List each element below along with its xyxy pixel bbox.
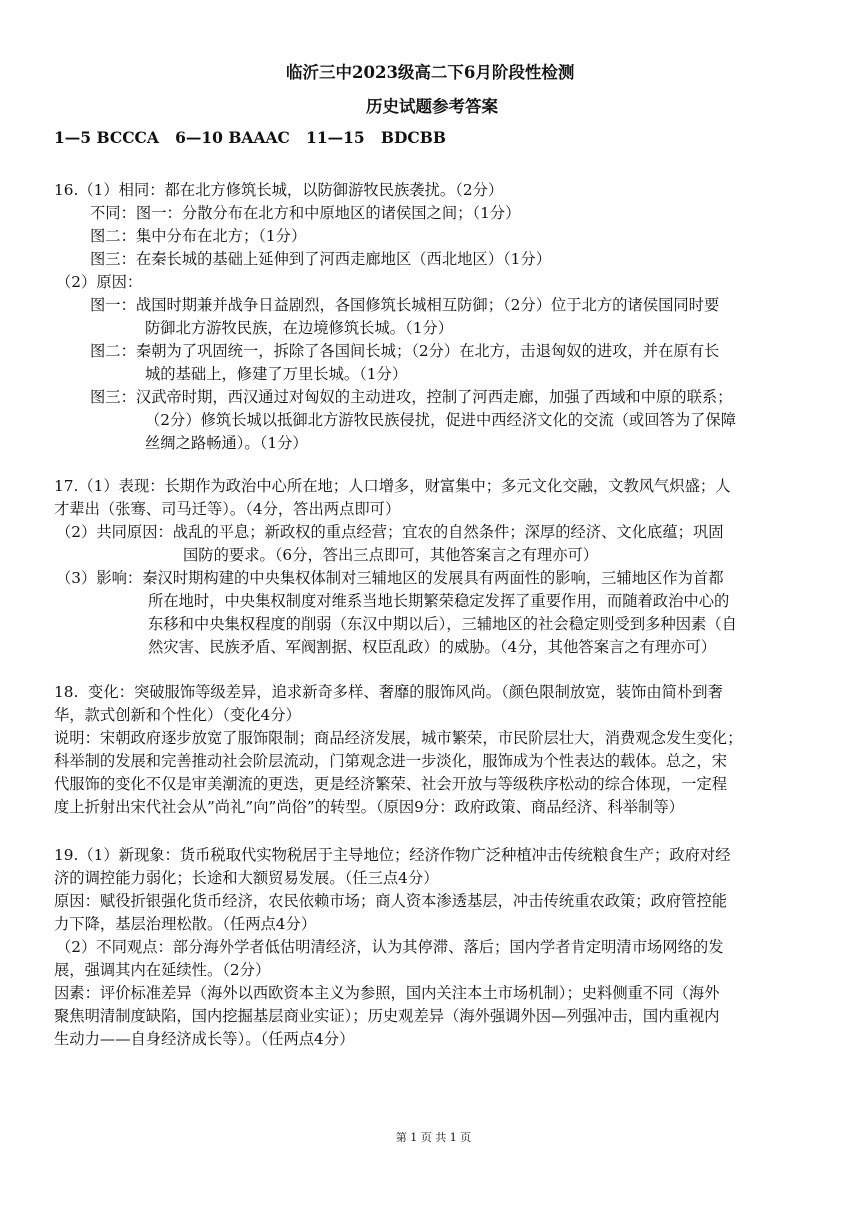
q16-line: 防御北方游牧民族，在边境修筑长城。（1分） bbox=[145, 319, 454, 337]
q19-line: 聚焦明清制度缺陷，国内挖掘基层商业实证）；历史观差异（海外强调外因—列强冲击，国内重视内 bbox=[54, 1007, 720, 1025]
q18-line: 度上折射出宋代社会从”尚礼”向”尚俗”的转型。（原因9分：政府政策、商品经济、科举制等） bbox=[54, 798, 684, 816]
q19-line: 原因：赋役折银强化货币经济，农民依赖市场；商人资本渗透基层，冲击传统重农政策；政府管控能 bbox=[54, 892, 728, 910]
q16-line: 不同：图一：分散分布在北方和中原地区的诸侯国之间；（1分） bbox=[90, 204, 521, 222]
q16-line: （2）原因： bbox=[56, 273, 143, 291]
q17-line: 东移和中央集权程度的削弱（东汉中期以后），三辅地区的社会稳定则受到多种因素（自 bbox=[148, 615, 737, 633]
q19-line: 力下降，基层治理松散。（任两点4分） bbox=[54, 915, 317, 933]
q19-line: 展，强调其内在延续性。（2分） bbox=[54, 961, 271, 979]
q16-line: 图二：秦朝为了巩固统一，拆除了各国间长城；（2分）在北方，击退匈奴的进攻，并在原有长 bbox=[90, 342, 720, 360]
page-title: 临沂三中2023级高二下6月阶段性检测 bbox=[286, 63, 575, 82]
q19-line: 因素：评价标准差异（海外以西欧资本主义为参照，国内关注本土市场机制）；史料侧重不同（海外 bbox=[54, 984, 720, 1002]
q17-line: 17.（1）表现：长期作为政治中心所在地；人口增多，财富集中；多元文化交融，文教风气炽盛；人 bbox=[54, 477, 731, 495]
q16-line: 丝绸之路畅通）。（1分） bbox=[145, 434, 308, 452]
q16-line: 16.（1）相同：都在北方修筑长城，以防御游牧民族袭扰。（2分） bbox=[54, 181, 504, 199]
q17-line: 然灾害、民族矛盾、军阀割据、权臣乱政）的威胁。（4分，其他答案言之有理亦可） bbox=[148, 638, 717, 656]
q16-line: 城的基础上，修建了万里长城。（1分） bbox=[145, 365, 408, 383]
page-subtitle: 历史试题参考答案 bbox=[366, 97, 498, 116]
q17-line: （2）共同原因：战乱的平息；新政权的重点经营；宜农的自然条件；深厚的经济、文化底蕴；巩固 bbox=[56, 523, 724, 541]
q17-line: （3）影响：秦汉时期构建的中央集权体制对三辅地区的发展具有两面性的影响，三辅地区作为首都 bbox=[56, 569, 724, 587]
q18-line: 说明：宋朝政府逐步放宽了服饰限制；商品经济发展，城市繁荣，市民阶层壮大，消费观念发生变化； bbox=[54, 729, 743, 747]
q17-line: 才辈出（张骞、司马迁等）。（4分，答出两点即可） bbox=[54, 500, 401, 518]
q16-line: 图二：集中分布在北方；（1分） bbox=[90, 227, 307, 245]
q18-line: 科举制的发展和完善推动社会阶层流动，门第观念进一步淡化，服饰成为个性表达的载体。总之，宋 bbox=[54, 752, 728, 770]
q16-line: 图三：汉武帝时期，西汉通过对匈奴的主动进攻，控制了河西走廊，加强了西域和中原的联系； bbox=[90, 388, 733, 406]
q19-line: 济的调控能力弱化；长途和大额贸易发展。（任三点4分） bbox=[54, 869, 439, 887]
q18-line: 华，款式创新和个性化）（变化4分） bbox=[54, 706, 301, 724]
page-number-footer: 第 1 页 共 1 页 bbox=[395, 1131, 472, 1144]
choice-answers: 1—5 BCCCA 6—10 BAAAC 11—15 BDCBB bbox=[54, 128, 446, 147]
q19-line: 生动力——自身经济成长等）。（任两点4分） bbox=[54, 1030, 355, 1048]
q19-line: （2）不同观点：部分海外学者低估明清经济，认为其停滞、落后；国内学者肯定明清市场网络的发 bbox=[56, 938, 724, 956]
q17-line: 国防的要求。（6分，答出三点即可，其他答案言之有理亦可） bbox=[183, 546, 599, 564]
q17-line: 所在地时，中央集权制度对维系当地长期繁荣稳定发挥了重要作用，而随着政治中心的 bbox=[148, 592, 730, 610]
q18-line: 18. 变化：突破服饰等级差异，追求新奇多样、奢靡的服饰风尚。（颜色限制放宽，装饰由简朴到奢 bbox=[54, 683, 723, 701]
q19-line: 19.（1）新现象：货币税取代实物税居于主导地位；经济作物广泛种植冲击传统粮食生产；政府对经 bbox=[54, 846, 731, 864]
q16-line: （2分）修筑长城以抵御北方游牧民族侵扰，促进中西经济文化的交流（或回答为了保障 bbox=[145, 411, 737, 429]
q16-line: 图一：战国时期兼并战争日益剧烈，各国修筑长城相互防御；（2分）位于北方的诸侯国同时要 bbox=[90, 296, 720, 314]
q18-line: 代服饰的变化不仅是审美潮流的更迭，更是经济繁荣、社会开放与等级秩序松动的综合体现，一定程 bbox=[54, 775, 728, 793]
q16-line: 图三：在秦长城的基础上延伸到了河西走廊地区（西北地区）（1分） bbox=[90, 250, 551, 268]
